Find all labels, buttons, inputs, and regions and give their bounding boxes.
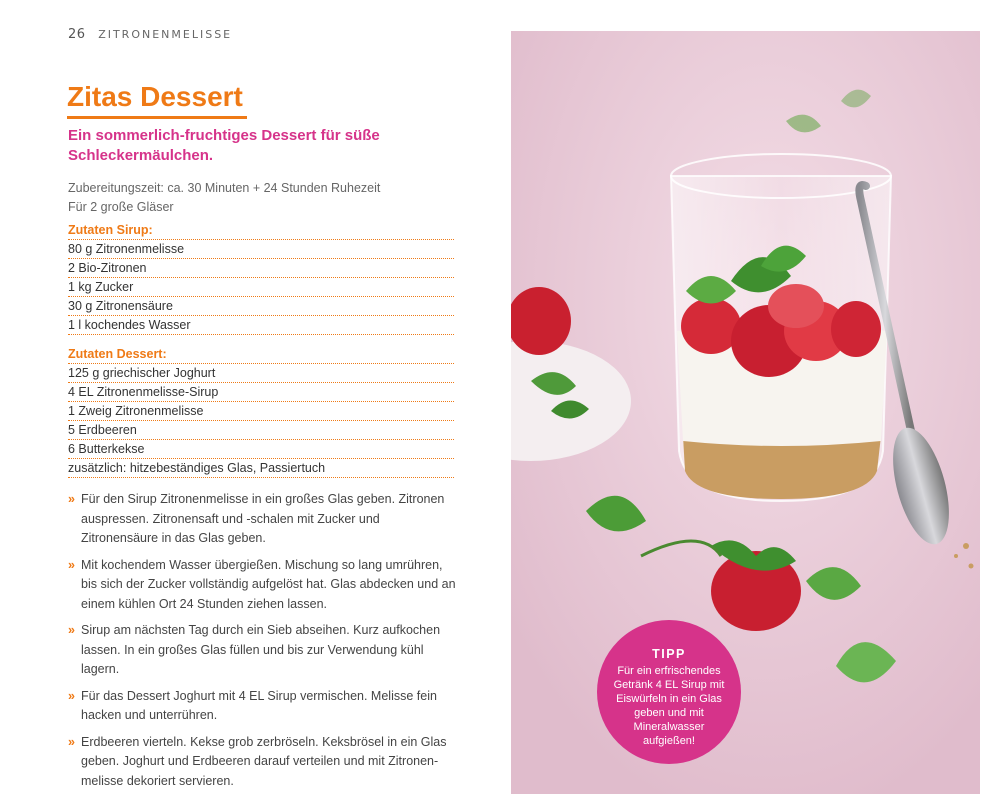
- ingredients-dessert-heading: Zutaten Dessert:: [68, 345, 454, 364]
- instructions: [68, 490, 458, 798]
- recipe-subtitle: Ein sommerlich-fruchtiges Dessert für süße Schleckermäulchen.: [68, 127, 380, 164]
- step-marker-icon: »: [68, 734, 75, 749]
- ingredient-item: 6 Butterkekse: [68, 440, 454, 459]
- step-text: Für das Dessert Joghurt mit 4 EL Sirup vermischen. Melisse fein hacken und unterrühren.: [81, 688, 437, 722]
- ingredient-item: zusätzlich: hitzebeständiges Glas, Passiertuch: [68, 459, 454, 478]
- tip-title: TIPP: [652, 647, 686, 661]
- page-header: [68, 27, 232, 42]
- ingredient-item: 1 Zweig Zitronenmelisse: [68, 402, 454, 421]
- instruction-step: [68, 556, 458, 615]
- ingredient-item: 5 Erdbeeren: [68, 421, 454, 440]
- step-text: Erdbeeren vierteln. Kekse grob zerbröseln. Keksbrösel in ein Glas geben. Joghurt und Erdbeeren darauf verteilen und mit Zitronen-melisse dekoriert servieren.: [81, 734, 447, 788]
- ingredient-item: 30 g Zitronensäure: [68, 297, 454, 316]
- ingredient-item: 80 g Zitronenmelisse: [68, 240, 454, 259]
- servings: Für 2 große Gläser: [68, 200, 174, 214]
- ingredient-item: 125 g griechischer Joghurt: [68, 364, 454, 383]
- ingredient-item: 1 kg Zucker: [68, 278, 454, 297]
- title-underline: [67, 116, 247, 119]
- step-marker-icon: »: [68, 688, 75, 703]
- ingredient-item: 2 Bio-Zitronen: [68, 259, 454, 278]
- tip-text: Für ein erfrischendes Getränk 4 EL Sirup mit Eiswürfeln in ein Glas geben und mit Mineralwasser aufgießen!: [613, 665, 725, 747]
- dessert-illustration: [511, 31, 980, 794]
- chapter-title: ZITRONENMELISSE: [98, 28, 233, 41]
- recipe-meta: [68, 179, 380, 217]
- prep-time: Zubereitungszeit: ca. 30 Minuten + 24 Stunden Ruhezeit: [68, 181, 381, 195]
- page-number: 26: [68, 27, 86, 42]
- ingredients-dessert: [68, 345, 454, 478]
- ingredients-sirup: [68, 221, 454, 335]
- recipe-title: Zitas Dessert: [67, 81, 243, 112]
- step-marker-icon: »: [68, 557, 75, 572]
- step-text: Mit kochendem Wasser übergießen. Mischung so lang umrühren, bis sich der Zucker vollständig aufgelöst hat. Glas abdecken und an einem kühlen Ort 24 Stunden ziehen lassen.: [81, 557, 456, 611]
- instruction-step: [68, 621, 458, 680]
- ingredients-sirup-heading: Zutaten Sirup:: [68, 221, 454, 240]
- step-text: Sirup am nächsten Tag durch ein Sieb abseihen. Kurz aufkochen lassen. In ein großes Glas füllen und bis zur Verwendung kühl lagern.: [81, 623, 441, 676]
- instruction-step: [68, 733, 458, 792]
- instruction-step: [68, 490, 458, 549]
- ingredient-item: 4 EL Zitronenmelisse-Sirup: [68, 383, 454, 402]
- instruction-step: [68, 687, 458, 726]
- dessert-photo: [511, 31, 980, 794]
- step-marker-icon: »: [68, 623, 75, 637]
- tip-badge: [597, 620, 741, 764]
- ingredient-item: 1 l kochendes Wasser: [68, 316, 454, 335]
- step-text: Für den Sirup Zitronenmelisse in ein großes Glas geben. Zitronen auspressen. Zitronensaft und -schalen mit Zucker und Zitronensäure in das Glas geben.: [81, 492, 445, 545]
- step-marker-icon: »: [68, 492, 75, 506]
